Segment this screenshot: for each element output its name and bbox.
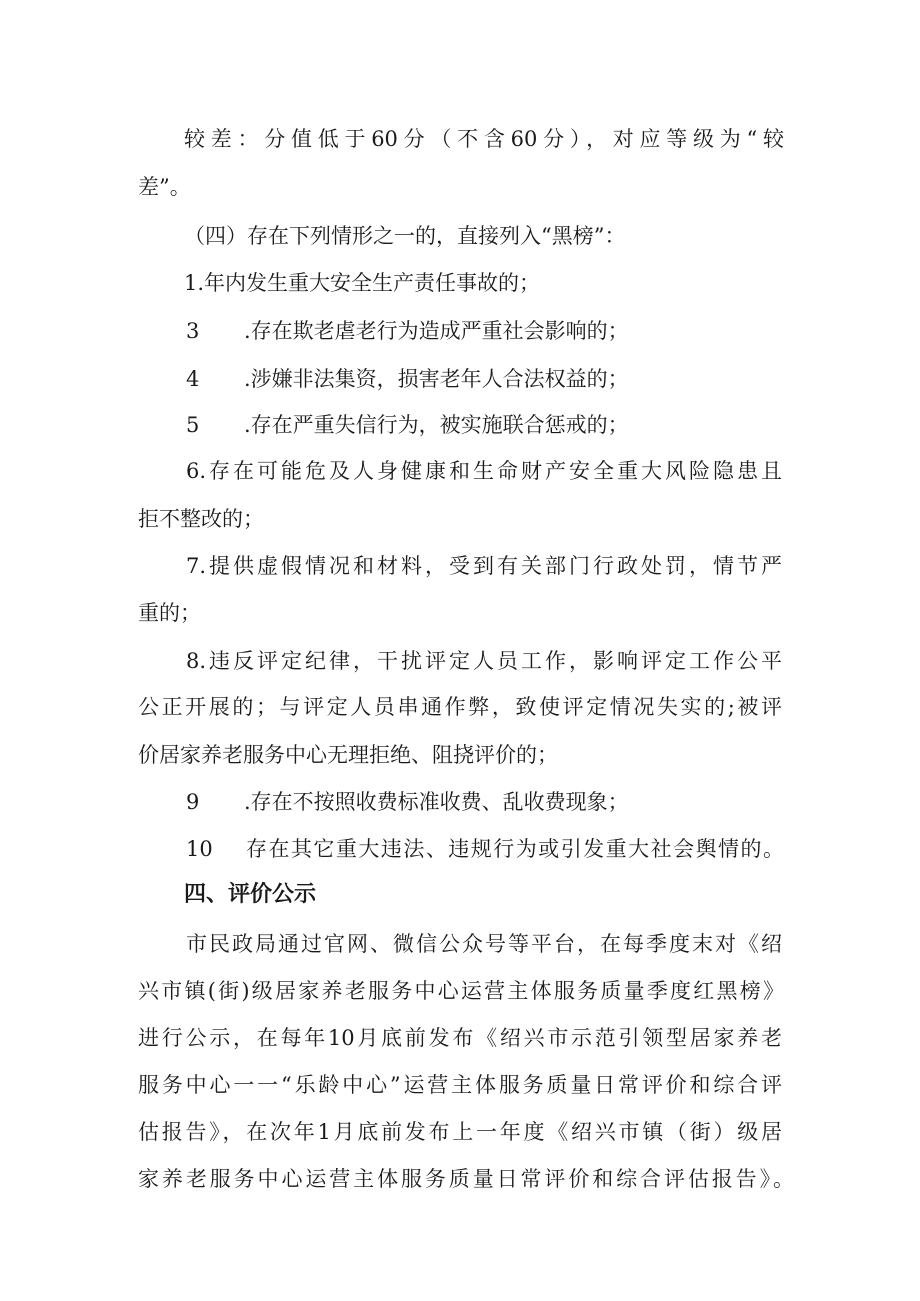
list-item: .存在严重失信行为，被实施联合惩戒的； — [244, 413, 629, 437]
list-item: 拒不整改的； — [138, 507, 264, 531]
paragraph-line: 估报告》，在次年1月底前发布上一年度《绍兴市镇（街）级居 — [138, 1120, 782, 1144]
list-item-number: 10 — [186, 837, 213, 861]
paragraph-line: 进行公示，在每年10月底前发布《绍兴市示范引领型居家养老 — [138, 1026, 782, 1050]
paragraph-line: 家养老服务中心运营主体服务质量日常评价和综合评估报告》。 — [138, 1167, 794, 1191]
list-item: 存在其它重大违法、违规行为或引发重大社会舆情的。 — [246, 837, 784, 861]
paragraph-line: 市民政局通过官网、微信公众号等平台，在每季度末对《绍 — [186, 932, 782, 956]
list-item: 1.年内发生重大安全生产责任事故的； — [184, 271, 541, 295]
paragraph-line: 差”。 — [138, 175, 191, 199]
list-item: .涉嫌非法集资，损害老年人合法权益的； — [244, 367, 629, 391]
section-heading: 四、评价公示 — [184, 882, 317, 907]
list-item: 价居家养老服务中心无理拒绝、阻挠评价的； — [138, 743, 558, 767]
list-item-number: 4 — [186, 367, 200, 391]
list-item-number: 9 — [186, 790, 200, 814]
list-item-number: 3 — [186, 319, 200, 343]
list-item: .存在欺老虐老行为造成严重社会影响的； — [244, 319, 629, 343]
list-item: 6.存在可能危及人身健康和生命财产安全重大风险隐患且 — [186, 459, 782, 483]
paragraph-line: 兴市镇(街)级居家养老服务中心运营主体服务质量季度红黑榜》 — [138, 979, 784, 1003]
paragraph-line: （四）存在下列情形之一的，直接列入“黑榜”： — [184, 224, 626, 248]
list-item: 7.提供虚假情况和材料，受到有关部门行政处罚，情节严 — [186, 554, 782, 578]
list-item-number: 5 — [186, 413, 200, 437]
list-item: 重的； — [138, 601, 201, 625]
list-item: 8.违反评定纪律，干扰评定人员工作，影响评定工作公平 — [186, 649, 782, 673]
paragraph-line: 服务中心一一“乐龄中心”运营主体服务质量日常评价和综合评 — [138, 1073, 782, 1097]
list-item: .存在不按照收费标准收费、乱收费现象； — [244, 790, 629, 814]
paragraph-line: 较差：分值低于60分（不含60分），对应等级为“较 — [184, 127, 784, 151]
list-item: 公正开展的；与评定人员串通作弊，致使评定情况失实的;被评 — [138, 695, 782, 719]
